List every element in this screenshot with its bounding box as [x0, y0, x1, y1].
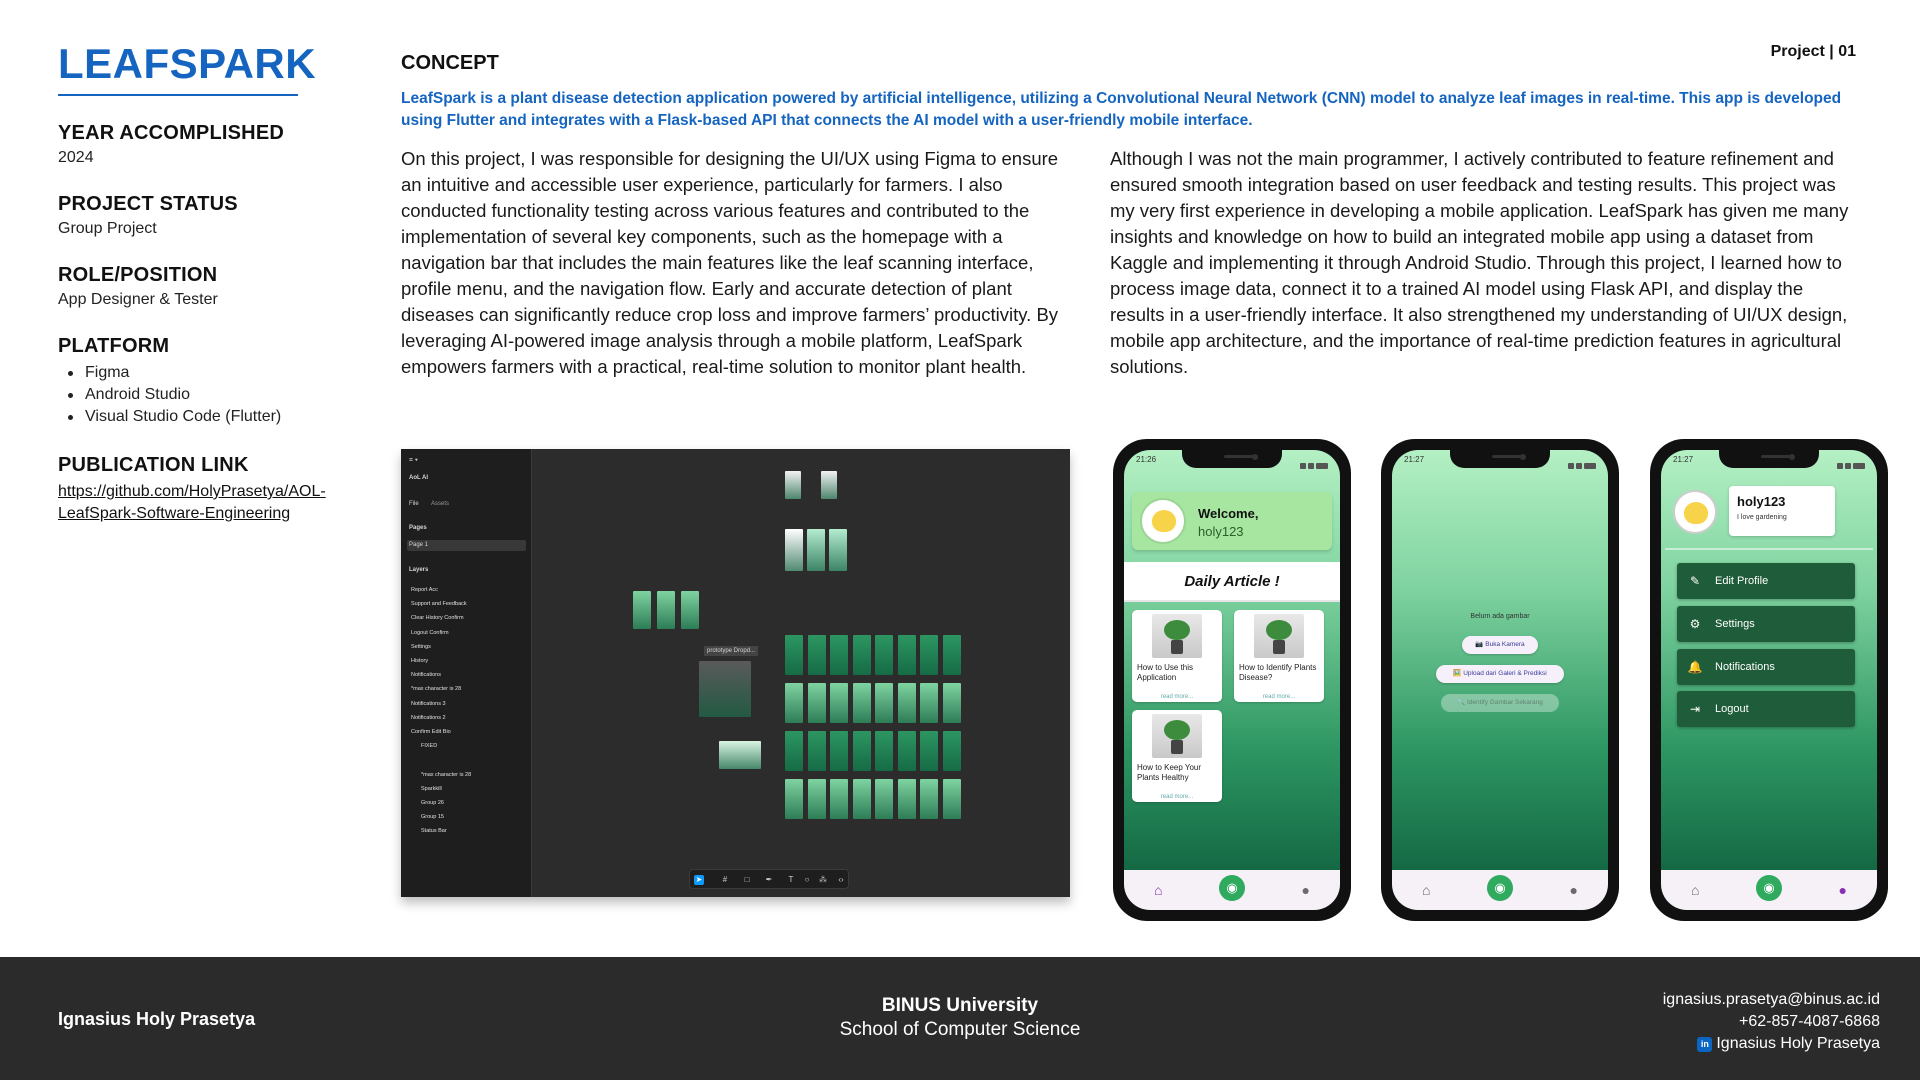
concept-paragraph-2: Although I was not the main programmer, I actively contributed to feature refinement and ensured smooth integration based on user feedback and testing results. This project was my very first experience in developing a mobile application. LeafSpark has given me many insights and knowledge on how to build an integrated mobile app using a dataset from Kaggle and implementing it through Android Studio. Through this project, I learned how to process image data, connect it to a trained AI model using Flask API, and display the results in a user-friendly interface. It also strengthened my understanding of UI/UX design, mobile app architecture, and the importance of real-time prediction features in agricultural solutions. — [1110, 148, 1849, 377]
figma-layer-item[interactable]: Support and Feedback — [411, 601, 467, 608]
year-section — [58, 122, 318, 167]
bell-icon: 🔔 — [1687, 660, 1703, 674]
status-icons — [1298, 456, 1328, 463]
figma-frame — [920, 683, 938, 723]
role-section — [58, 264, 318, 309]
figma-layer-item[interactable]: Settings — [411, 643, 431, 650]
profile-username: holy123 — [1737, 494, 1786, 509]
status-value: Group Project — [58, 220, 157, 237]
components-tool-icon[interactable]: ⁂ — [819, 875, 827, 884]
concept-heading: CONCEPT — [401, 52, 499, 74]
figma-frame — [943, 635, 961, 675]
platform-item: Figma — [58, 362, 318, 384]
figma-layer-item[interactable]: *max character is 28 — [421, 771, 472, 778]
bottom-nav — [1392, 870, 1608, 910]
figma-frame — [808, 683, 826, 723]
read-more-link[interactable]: read more... — [1160, 794, 1194, 800]
figma-frame — [875, 731, 893, 771]
empty-image-message: Belum ada gambar — [1470, 613, 1530, 620]
profile-bio: I love gardening — [1737, 514, 1787, 521]
text-tool-icon[interactable]: T — [788, 875, 794, 884]
move-tool-icon[interactable]: ➤ — [695, 875, 703, 884]
logout-icon: ⇥ — [1689, 702, 1701, 716]
article-title: How to Identify Plants Disease? — [1239, 663, 1317, 682]
status-time: 21:27 — [1673, 455, 1694, 464]
figma-frame — [853, 779, 871, 819]
phone-profile-screen — [1661, 450, 1877, 910]
notifications-button[interactable] — [1677, 649, 1855, 685]
status-title: PROJECT STATUS — [58, 193, 238, 215]
pencil-icon: ✎ — [1689, 574, 1701, 588]
figma-frame — [898, 731, 916, 771]
footer-contact — [1663, 989, 1880, 1055]
figma-layer-item[interactable]: Notifications 2 — [411, 714, 446, 721]
footer-university: BINUS University — [881, 995, 1039, 1016]
figma-frame — [943, 683, 961, 723]
welcome-username: holy123 — [1198, 524, 1244, 539]
role-value: App Designer & Tester — [58, 291, 218, 308]
figma-layer-item[interactable]: Status Bar — [421, 828, 447, 835]
profile-icon[interactable]: ● — [1301, 882, 1310, 898]
figma-frame — [920, 731, 938, 771]
frame-tool-icon[interactable]: # — [722, 875, 728, 884]
figma-frame — [785, 731, 803, 771]
figma-layers-label: Layers — [409, 567, 429, 573]
profile-card — [1729, 486, 1835, 536]
figma-frame — [699, 661, 751, 717]
figma-frame — [943, 731, 961, 771]
platform-list — [58, 362, 318, 428]
identify-button[interactable]: 🔍 Identify Gambar Sekarang — [1441, 694, 1559, 712]
publication-section — [58, 454, 326, 525]
read-more-link[interactable]: read more... — [1160, 694, 1194, 700]
phone-profile — [1650, 439, 1888, 921]
figma-layers-panel — [401, 449, 532, 897]
phone-home — [1113, 439, 1351, 921]
figma-pages-label: Pages — [409, 525, 427, 531]
year-title: YEAR ACCOMPLISHED — [58, 122, 285, 144]
home-icon[interactable]: ⌂ — [1154, 882, 1163, 898]
menu-label: Logout — [1715, 703, 1749, 715]
avatar — [1140, 498, 1186, 544]
open-camera-button[interactable]: 📷 Buka Kamera — [1462, 636, 1538, 654]
figma-frame — [830, 779, 848, 819]
figma-layer-item[interactable]: Notifications 3 — [411, 700, 446, 707]
status-icons — [1566, 456, 1596, 463]
publication-title: PUBLICATION LINK — [58, 454, 249, 476]
profile-icon[interactable]: ● — [1838, 882, 1847, 898]
platform-item: Android Studio — [58, 384, 318, 406]
figma-frame — [830, 683, 848, 723]
figma-layer-item[interactable]: Clear History Confirm — [411, 615, 464, 622]
phone-home-screen — [1124, 450, 1340, 910]
welcome-card — [1132, 492, 1332, 550]
project-sidebar — [58, 40, 326, 525]
footer-linkedin[interactable] — [1663, 1033, 1880, 1055]
linkedin-name: Ignasius Holy Prasetya — [1716, 1035, 1880, 1052]
figma-frame — [808, 779, 826, 819]
footer — [0, 957, 1920, 1080]
brand-title: LEAFSPARK — [58, 40, 298, 96]
article-card[interactable] — [1234, 610, 1324, 702]
figma-tab-assets: Assets — [431, 501, 450, 507]
figma-layer-item[interactable]: Confirm Edit Bio — [411, 729, 451, 735]
bottom-nav — [1661, 870, 1877, 910]
figma-tab-file: File — [409, 501, 419, 507]
figma-frame — [898, 683, 916, 723]
pen-tool-icon[interactable]: ✒ — [765, 875, 773, 884]
status-time: 21:26 — [1136, 455, 1157, 464]
article-title: How to Use this Application — [1137, 663, 1194, 682]
figma-layer-item[interactable]: Notifications — [411, 672, 441, 679]
figma-frame — [829, 529, 847, 571]
figma-page-1: Page 1 — [409, 542, 429, 548]
settings-button[interactable] — [1677, 606, 1855, 642]
role-title: ROLE/POSITION — [58, 264, 218, 286]
figma-frame — [898, 779, 916, 819]
profile-divider — [1665, 548, 1873, 550]
figma-frame — [875, 635, 893, 675]
plant-image — [1152, 714, 1202, 758]
footer-school: School of Computer Science — [839, 1019, 1081, 1040]
phone-notch — [1719, 450, 1819, 468]
daily-article-header: Daily Article ! — [1124, 562, 1340, 602]
footer-phone: +62-857-4087-6868 — [1738, 1013, 1880, 1030]
figma-layer-item[interactable]: FIXED — [421, 743, 438, 750]
platform-title: PLATFORM — [58, 335, 170, 357]
figma-frame — [785, 471, 801, 499]
upload-predict-button[interactable]: 🖼️ Upload dari Galeri & Prediksi — [1436, 665, 1564, 683]
figma-layer-item[interactable]: History — [411, 658, 429, 664]
figma-logo-icon: ⌗ ▾ — [409, 457, 418, 464]
devmode-tool-icon[interactable]: ‹› — [838, 875, 844, 884]
home-icon[interactable]: ⌂ — [1691, 882, 1700, 898]
figma-layer-item[interactable]: Group 15 — [421, 814, 444, 821]
figma-frame — [807, 529, 825, 571]
figma-frame — [719, 741, 761, 769]
platform-section — [58, 335, 318, 428]
figma-frame — [875, 683, 893, 723]
gear-icon: ⚙ — [1689, 617, 1701, 631]
plant-image — [1152, 614, 1202, 658]
year-value: 2024 — [58, 149, 94, 166]
figma-layer-item[interactable]: Group 26 — [421, 800, 444, 806]
linkedin-icon: in — [1697, 1037, 1712, 1052]
figma-frame — [821, 471, 837, 499]
figma-toolbar — [689, 869, 849, 889]
avatar — [1673, 490, 1717, 534]
figma-proto-label: prototype Dropd... — [704, 646, 758, 656]
rectangle-tool-icon[interactable]: □ — [744, 875, 750, 884]
footer-email[interactable]: ignasius.prasetya@binus.ac.id — [1662, 991, 1880, 1008]
figma-frame — [830, 731, 848, 771]
article-card[interactable] — [1132, 610, 1222, 702]
figma-frame — [920, 635, 938, 675]
concept-paragraph-1: On this project, I was responsible for designing the UI/UX using Figma to ensure an intuitive and accessible user experience, particularly for farmers. I also conducted functionality testing across various features and contributed to the implementation of several key components, such as the homepage with a navigation bar that includes the main features like the leaf scanning interface, profile menu, and the navigation flow. Early and accurate detection of plant diseases can significantly reduce crop loss and improve farmers’ productivity. By leveraging AI-powered image analysis through a mobile platform, LeafSpark empowers farmers with a practical, real-time solution to monitor plant health. — [401, 148, 1059, 377]
home-icon[interactable]: ⌂ — [1422, 882, 1431, 898]
figma-layer-item[interactable]: Logout Confirm — [411, 629, 449, 636]
article-card[interactable] — [1132, 710, 1222, 802]
figma-frame — [830, 635, 848, 675]
figma-frame — [785, 635, 803, 675]
figma-frame — [853, 731, 871, 771]
plant-image — [1254, 614, 1304, 658]
figma-frame — [808, 731, 826, 771]
camera-icon[interactable]: ◉ — [1756, 875, 1782, 901]
phone-scan-screen — [1392, 450, 1608, 910]
welcome-text: Welcome, — [1198, 506, 1259, 521]
status-time: 21:27 — [1404, 455, 1425, 464]
footer-name: Ignasius Holy Prasetya — [58, 1009, 256, 1029]
profile-icon[interactable]: ● — [1569, 882, 1578, 898]
platform-item: Visual Studio Code (Flutter) — [58, 406, 318, 428]
menu-label: Settings — [1715, 618, 1755, 630]
figma-layer-item[interactable]: Sparkkill — [421, 785, 442, 792]
comment-tool-icon[interactable]: ○ — [804, 875, 810, 884]
figma-frame — [681, 591, 699, 629]
menu-label: Edit Profile — [1715, 575, 1769, 587]
figma-frame — [657, 591, 675, 629]
logout-button[interactable] — [1677, 691, 1855, 727]
publication-link[interactable]: https://github.com/HolyPrasetya/AOL-LeafSpark-Software-Engineering — [58, 483, 326, 522]
phone-scan — [1381, 439, 1619, 921]
figma-frame — [785, 683, 803, 723]
status-section — [58, 193, 318, 238]
bottom-nav — [1124, 870, 1340, 910]
figma-frame — [853, 635, 871, 675]
figma-frame — [785, 779, 803, 819]
figma-frame — [943, 779, 961, 819]
concept-intro: LeafSpark is a plant disease detection application powered by artificial intelligence, utilizing a Convolutional Neural Network (CNN) model to analyze leaf images in real-time. This app is developed using Flutter and integrates with a Flask-based API that connects the AI model with a user-friendly mobile interface. — [401, 90, 1842, 129]
figma-frame — [633, 591, 651, 629]
figma-frame — [853, 683, 871, 723]
camera-icon[interactable]: ◉ — [1487, 875, 1513, 901]
figma-frame — [898, 635, 916, 675]
figma-project-name: AoL AI — [409, 475, 428, 481]
camera-icon[interactable]: ◉ — [1219, 875, 1245, 901]
menu-label: Notifications — [1715, 661, 1775, 673]
phone-notch — [1450, 450, 1550, 468]
figma-screenshot — [401, 449, 1070, 897]
project-number: Project | 01 — [1770, 43, 1856, 60]
phone-notch — [1182, 450, 1282, 468]
figma-frame — [920, 779, 938, 819]
figma-layer-item[interactable]: *max character is 28 — [411, 686, 462, 693]
read-more-link[interactable]: read more... — [1262, 694, 1296, 700]
figma-frame — [875, 779, 893, 819]
article-title: How to Keep Your Plants Healthy — [1137, 763, 1202, 782]
status-icons — [1835, 456, 1865, 463]
figma-frame — [808, 635, 826, 675]
figma-frame — [785, 529, 803, 571]
figma-layer-item[interactable]: Report Acc — [411, 587, 438, 593]
edit-profile-button[interactable] — [1677, 563, 1855, 599]
